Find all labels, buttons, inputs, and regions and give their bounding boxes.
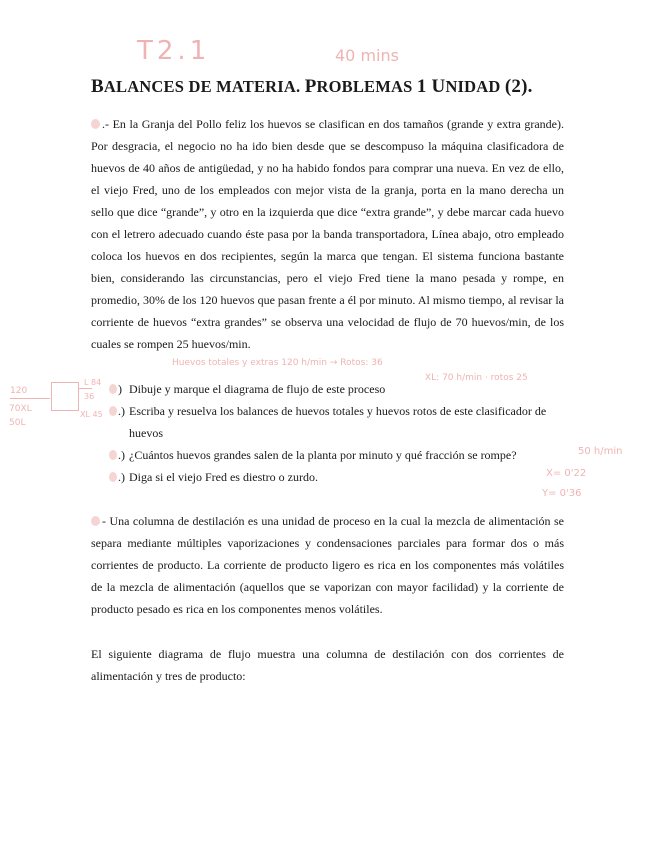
handwritten-input-total: 120 — [10, 386, 28, 396]
question-blot — [109, 384, 117, 394]
problem-2-text — [91, 510, 564, 620]
handwritten-xl-note: XL: 70 h/min · rotos 25 — [425, 373, 528, 383]
problem-1-number: .- — [102, 117, 109, 131]
problem-2-number: - — [102, 514, 106, 528]
handwritten-answer-large: 50 h/min — [578, 446, 623, 457]
sketch-output-arrow — [78, 388, 92, 389]
handwritten-input-xl: 70XL — [9, 404, 32, 414]
handwritten-input-l: 50L — [9, 418, 26, 428]
question-blot — [109, 450, 117, 460]
handwritten-inline-note: Huevos totales y extras 120 h/min → Rotos: 36 — [172, 358, 383, 368]
problem-2-body: Una columna de destilación es una unidad de proceso en la cual la mezcla de alimentación se separa mediante múltiples vaporizaciones y condensaciones parciales para formar dos o más corrientes de producto. La corriente de producto ligero es rica en los componentes más volátiles de la mezcla de alimentación (aquellos que se vaporizan con mayor facilidad) y la corriente de producto pesado es rica en los componentes menos volátiles. — [91, 514, 565, 616]
handwritten-output-l: L 84 — [84, 378, 102, 387]
problem-1-body: En la Granja del Pollo feliz los huevos se clasifican en dos tamaños (grande y extra grande). Por desgracia, el negocio no ha ido bien desde que se descompuso la máquina clasificadora de huevos de 40 años de antigüedad, y no ha habido fondos para comprar una nueva. En vez de ello, el viejo Fred, uno de los empleados con mejor vista de la granja, porta en la mano derecha un sello que dice “grande”, y otro en la izquierda que dice “extra grande”, y debe marcar cada huevo con el letrero adecuado cuando éste pasa por la banda transportadora, Línea abajo, otro empleado coloca los huevos en dos recipientes, según la marca que tengan. El sistema funciona bastante bien, considerando las circunstancias, pero el viejo Fred tiene la mano pesada y rompe, en promedio, 30% de los 120 huevos que pasan frente a él por minuto. Al mismo tiempo, al revisar la corriente de huevos “extra grandes” se observa una velocidad de flujo de 70 huevos/min, de los cuales se rompen 25 huevos/min. — [91, 117, 564, 351]
handwritten-header-left: T2.1 — [137, 36, 211, 66]
question-blot — [109, 472, 117, 482]
handwritten-output-broken: 36 — [84, 392, 95, 401]
sketch-process-box — [51, 382, 79, 411]
handwritten-output-xl: XL 45 — [80, 410, 103, 419]
page-title: BALANCES DE MATERIA. PROBLEMAS 1 UNIDAD (2). — [91, 76, 533, 97]
question-blot — [109, 406, 117, 416]
problem-1-text — [91, 113, 564, 355]
handwritten-answer-x: X= 0'22 — [546, 468, 587, 479]
handwritten-header-right: 40 mins — [335, 46, 399, 65]
handwritten-answer-y: Y= 0'36 — [542, 488, 582, 499]
problem-2-text-continued: El siguiente diagrama de flujo muestra una columna de destilación con dos corrientes de alimentación y tres de producto: — [91, 647, 564, 683]
sketch-input-arrow — [10, 398, 50, 399]
problem-2-number-blot — [91, 516, 100, 526]
problem-1-number-blot — [91, 119, 100, 129]
